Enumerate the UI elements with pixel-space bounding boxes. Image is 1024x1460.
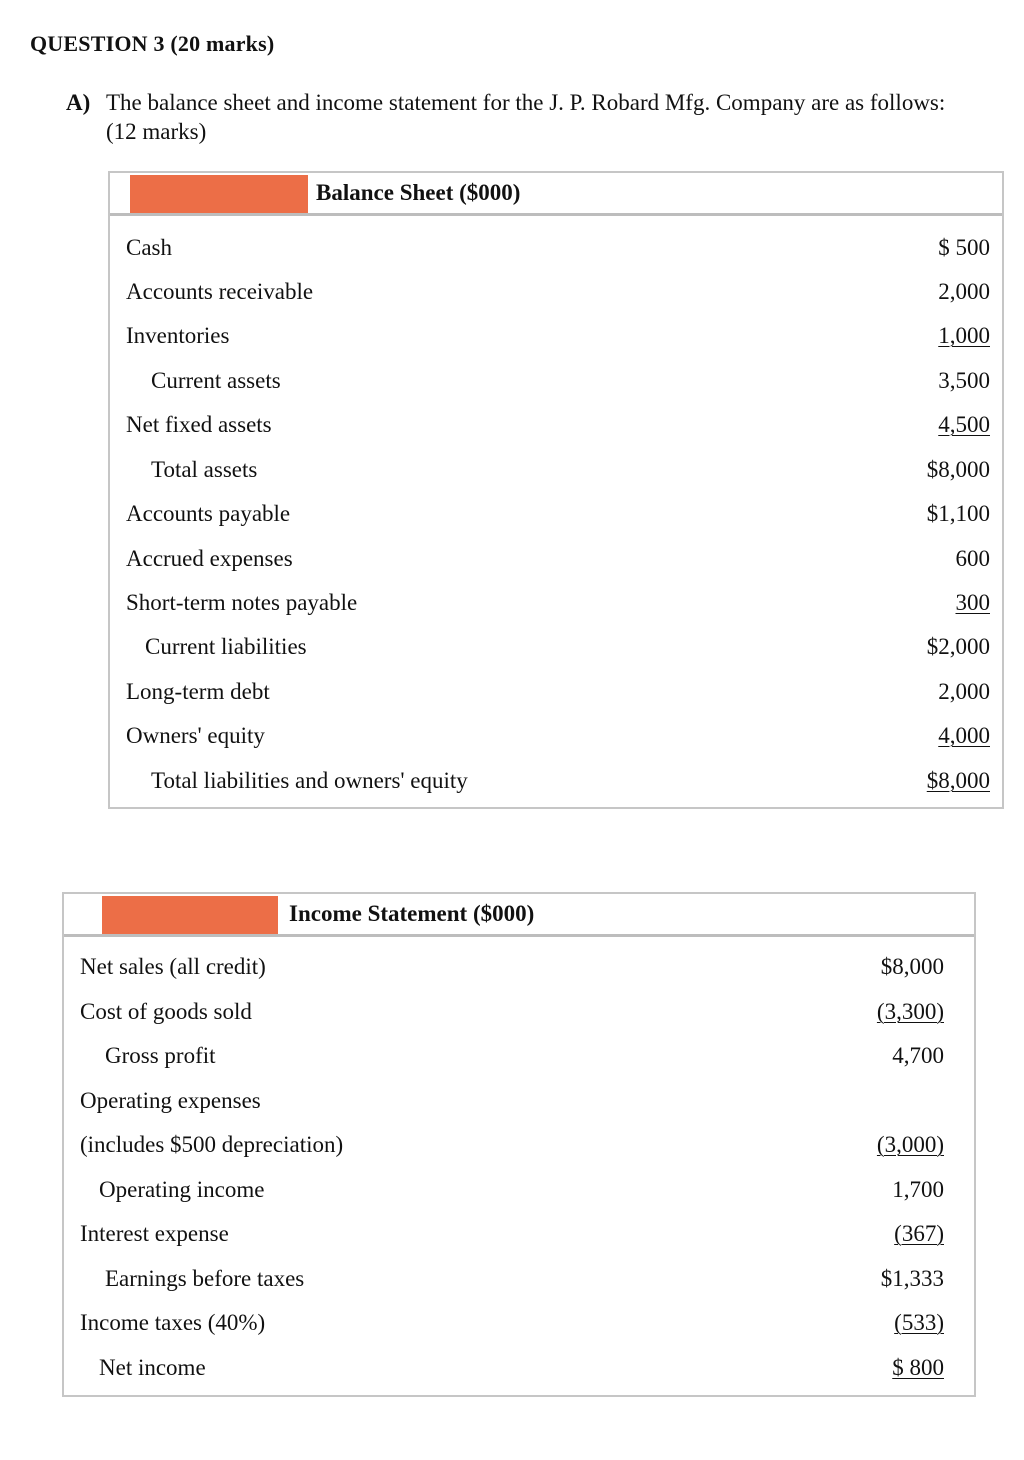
balance-sheet-title: Balance Sheet ($000) xyxy=(316,180,521,205)
row-value: 300 xyxy=(955,590,990,615)
row-label: Short-term notes payable xyxy=(126,590,358,615)
row-value: (3,000) xyxy=(876,1132,944,1157)
row-label: Net income xyxy=(99,1355,206,1380)
row-label: Cost of goods sold xyxy=(80,999,252,1024)
table-row xyxy=(110,319,1002,353)
balance-sheet-table xyxy=(108,171,1004,809)
table-row xyxy=(64,1128,974,1162)
part-a-prompt xyxy=(66,88,966,146)
row-value: (533) xyxy=(894,1310,944,1335)
row-label: (includes $500 depreciation) xyxy=(80,1132,344,1157)
table-row xyxy=(64,1084,974,1118)
table-row xyxy=(110,719,1002,753)
balance-sheet-header xyxy=(110,173,1002,216)
row-value: 3,500 xyxy=(938,368,990,393)
row-label: Current liabilities xyxy=(145,634,307,659)
row-label: Inventories xyxy=(126,323,230,348)
row-label: Operating expenses xyxy=(80,1088,261,1113)
table-row xyxy=(110,542,1002,576)
table-row xyxy=(64,1262,974,1296)
table-row xyxy=(64,950,974,984)
row-value: 1,700 xyxy=(892,1177,944,1202)
income-statement-header xyxy=(64,894,974,937)
income-statement-title: Income Statement ($000) xyxy=(289,901,535,926)
table-row xyxy=(110,675,1002,709)
row-label: Income taxes (40%) xyxy=(80,1310,266,1335)
table-row xyxy=(110,408,1002,442)
row-value: 4,000 xyxy=(938,723,990,748)
row-value: (3,300) xyxy=(876,999,944,1024)
row-value: $8,000 xyxy=(926,768,990,793)
part-a-text: The balance sheet and income statement for the J. P. Robard Mfg. Company are as follows: (12 marks) xyxy=(106,90,946,144)
table-row xyxy=(110,231,1002,265)
row-label: Owners' equity xyxy=(126,723,265,748)
table-row xyxy=(64,1306,974,1340)
row-value: (367) xyxy=(894,1221,944,1246)
row-value: $1,100 xyxy=(926,501,990,526)
row-value: $8,000 xyxy=(880,954,944,979)
row-value: $ 500 xyxy=(938,235,990,260)
income-statement-table xyxy=(62,892,976,1397)
row-label: Net fixed assets xyxy=(126,412,272,437)
row-value: 2,000 xyxy=(938,679,990,704)
row-value: $2,000 xyxy=(926,634,990,659)
table-row xyxy=(110,630,1002,664)
row-label: Total liabilities and owners' equity xyxy=(151,768,468,793)
table-row xyxy=(110,497,1002,531)
row-value: 600 xyxy=(955,546,990,571)
income-statement-header-block xyxy=(102,896,278,934)
question-title: QUESTION 3 (20 marks) xyxy=(30,31,275,56)
row-value: 4,700 xyxy=(892,1043,944,1068)
row-value: 2,000 xyxy=(938,279,990,304)
row-label: Net sales (all credit) xyxy=(80,954,266,979)
row-label: Long-term debt xyxy=(126,679,270,704)
row-value: 4,500 xyxy=(938,412,990,437)
table-row xyxy=(110,764,1002,798)
row-label: Earnings before taxes xyxy=(105,1266,305,1291)
row-label: Accounts payable xyxy=(126,501,291,526)
row-label: Interest expense xyxy=(80,1221,229,1246)
row-label: Gross profit xyxy=(105,1043,216,1068)
balance-sheet-header-block xyxy=(130,175,308,213)
table-row xyxy=(64,995,974,1029)
table-row xyxy=(110,453,1002,487)
row-label: Operating income xyxy=(99,1177,265,1202)
table-row xyxy=(110,364,1002,398)
row-label: Total assets xyxy=(151,457,258,482)
row-label: Cash xyxy=(126,235,172,260)
row-value: 1,000 xyxy=(938,323,990,348)
table-row xyxy=(64,1173,974,1207)
table-row xyxy=(64,1039,974,1073)
table-row xyxy=(110,275,1002,309)
row-label: Current assets xyxy=(151,368,281,393)
row-label: Accounts receivable xyxy=(126,279,314,304)
table-row xyxy=(64,1351,974,1385)
row-value: $ 800 xyxy=(892,1355,944,1380)
row-value: $1,333 xyxy=(880,1266,944,1291)
part-a-label: A) xyxy=(66,90,91,115)
table-row xyxy=(64,1217,974,1251)
row-value: $8,000 xyxy=(926,457,990,482)
table-row xyxy=(110,586,1002,620)
row-label: Accrued expenses xyxy=(126,546,293,571)
